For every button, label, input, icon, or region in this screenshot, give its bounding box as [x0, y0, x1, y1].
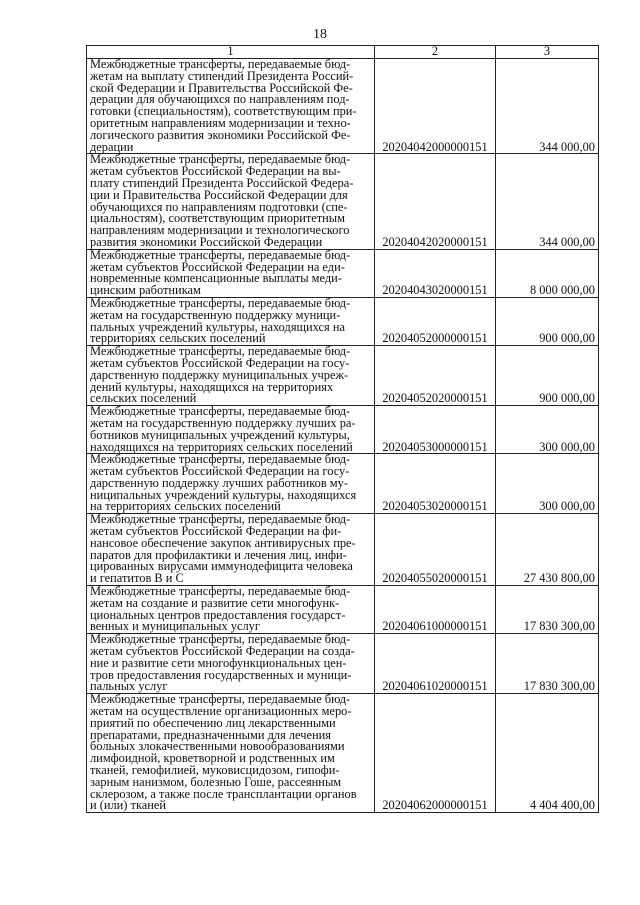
row-amount: 27 430 800,00	[496, 514, 599, 586]
table-row	[87, 634, 599, 694]
row-description	[87, 406, 375, 454]
description-line: Межбюджетные трансферты, передаваемые бюд-	[90, 295, 351, 310]
row-code: 20204053000000151	[375, 406, 496, 454]
row-code: 20204052000000151	[375, 297, 496, 345]
row-code: 20204053020000151	[375, 454, 496, 514]
description-line: пальных услуг	[90, 679, 168, 694]
row-code: 20204055020000151	[375, 514, 496, 586]
column-header-1: 1	[87, 46, 375, 59]
row-amount: 900 000,00	[496, 297, 599, 345]
description-line: препаратами, предназначенными для лечения	[90, 727, 331, 742]
description-line: венных и муниципальных услуг	[90, 619, 260, 634]
description-line: цинским работникам	[90, 283, 201, 298]
description-line: Межбюджетные трансферты, передаваемые бюд-	[90, 247, 351, 262]
description-line: дарственную поддержку лучших работников му-	[90, 475, 348, 490]
row-description	[87, 454, 375, 514]
description-line: территориях сельских поселений	[90, 331, 266, 346]
description-line: жетам субъектов Российской Федерации на созда-	[90, 644, 355, 659]
description-line: готовки (специальностям), соответствующим при-	[90, 104, 357, 119]
description-line: новременные компенсационные выплаты меди-	[90, 271, 342, 286]
row-code: 20204052020000151	[375, 346, 496, 406]
description-line: ние и развитие сети многофункциональных цен-	[90, 655, 347, 670]
table-body	[87, 59, 599, 813]
description-line: оритетным направлениям модернизации и техно-	[90, 115, 351, 130]
description-line: жетам субъектов Российской Федерации на госу-	[90, 464, 350, 479]
description-line: жетам субъектов Российской Федерации на вы-	[90, 164, 341, 179]
description-line: Межбюджетные трансферты, передаваемые бюд-	[90, 404, 351, 419]
description-line: направлениям модернизации и технологического	[90, 223, 350, 238]
description-line: на территориях сельских поселений	[90, 499, 281, 514]
row-amount: 344 000,00	[496, 59, 599, 154]
row-code: 20204042020000151	[375, 154, 496, 249]
row-amount: 344 000,00	[496, 154, 599, 249]
description-line: дерации	[90, 139, 134, 154]
row-description	[87, 297, 375, 345]
table-row	[87, 406, 599, 454]
table-row	[87, 154, 599, 249]
description-line: жетам субъектов Российской Федерации на еди-	[90, 259, 345, 274]
description-line: Межбюджетные трансферты, передаваемые бюд-	[90, 632, 351, 647]
row-description	[87, 514, 375, 586]
description-line: жетам на создание и развитие сети многофунк-	[90, 595, 340, 610]
table-row	[87, 249, 599, 297]
description-line: и гепатитов В и С	[90, 571, 184, 586]
description-line: паратов для профилактики и лечения лиц, инфи-	[90, 547, 347, 562]
row-code: 20204042000000151	[375, 59, 496, 154]
description-line: тров предоставления государственных и муници-	[90, 667, 352, 682]
description-line: жетам субъектов Российской Федерации на госу-	[90, 355, 350, 370]
description-line: жетам на выплату стипендий Президента Россий-	[90, 68, 354, 83]
description-line: ции и Правительства Российской Федерации для	[90, 187, 348, 202]
row-description	[87, 346, 375, 406]
description-line: ской Федерации и Правительства Российской Фе-	[90, 80, 353, 95]
row-amount: 300 000,00	[496, 454, 599, 514]
description-line: циональных центров предоставления государст-	[90, 607, 346, 622]
column-header-2: 2	[375, 46, 496, 59]
table-row	[87, 454, 599, 514]
row-amount: 17 830 300,00	[496, 634, 599, 694]
row-amount: 17 830 300,00	[496, 586, 599, 634]
description-line: Межбюджетные трансферты, передаваемые бюд-	[90, 344, 351, 359]
description-line: пальных учреждений культуры, находящихся на	[90, 319, 345, 334]
description-line: Межбюджетные трансферты, передаваемые бюд-	[90, 57, 351, 71]
row-code: 20204043020000151	[375, 249, 496, 297]
budget-table	[86, 45, 599, 813]
description-line: сельских поселений	[90, 391, 197, 406]
row-code: 20204062000000151	[375, 694, 496, 813]
description-line: тканей, гемофилией, муковисцидозом, гипофи-	[90, 763, 340, 778]
description-line: жетам субъектов Российской Федерации на фи-	[90, 524, 342, 539]
column-header-3: 3	[496, 46, 599, 59]
table-row	[87, 586, 599, 634]
table-row	[87, 514, 599, 586]
description-line: циальностям), соответствующим приоритетным	[90, 211, 345, 226]
description-line: дений культуры, находящихся на территориях	[90, 379, 334, 394]
description-line: зарным нанизмом, болезнью Гоше, рассеянным	[90, 774, 342, 789]
page-number: 18	[313, 27, 327, 42]
description-line: плату стипендий Президента Российской Федера-	[90, 175, 354, 190]
description-line: обучающихся по направлениям подготовки (спе-	[90, 199, 348, 214]
description-line: жетам на государственную поддержку лучших ра-	[90, 415, 356, 430]
description-line: Межбюджетные трансферты, передаваемые бюд-	[90, 452, 351, 467]
row-description	[87, 154, 375, 249]
table-row	[87, 346, 599, 406]
row-amount: 900 000,00	[496, 346, 599, 406]
table-row	[87, 297, 599, 345]
table-row	[87, 59, 599, 154]
description-line: склерозом, а также после трансплантации органов	[90, 786, 357, 801]
row-amount: 4 404 400,00	[496, 694, 599, 813]
row-description	[87, 249, 375, 297]
description-line: нансовое обеспечение закупок антивирусных пре-	[90, 535, 356, 550]
row-description	[87, 634, 375, 694]
row-code: 20204061000000151	[375, 586, 496, 634]
row-amount: 8 000 000,00	[496, 249, 599, 297]
description-line: логического развития экономики Российской Фе-	[90, 127, 351, 142]
description-line: больных злокачественными новообразованиями	[90, 739, 345, 754]
description-line: приятий по обеспечению лиц лекарственными	[90, 715, 336, 730]
row-description	[87, 694, 375, 813]
description-line: находящихся на территориях сельских поселений	[90, 439, 353, 454]
description-line: Межбюджетные трансферты, передаваемые бюд-	[90, 692, 351, 707]
row-code: 20204061020000151	[375, 634, 496, 694]
description-line: Межбюджетные трансферты, передаваемые бюд-	[90, 584, 351, 599]
row-amount: 300 000,00	[496, 406, 599, 454]
description-line: Межбюджетные трансферты, передаваемые бюд-	[90, 512, 351, 527]
description-line: дарственную поддержку муниципальных учреж-	[90, 367, 349, 382]
row-description	[87, 59, 375, 154]
description-line: ботников муниципальных учреждений культуры,	[90, 427, 350, 442]
description-line: лимфоидной, кроветворной и родственных им	[90, 751, 335, 766]
description-line: и (или) тканей	[90, 798, 167, 813]
row-description	[87, 586, 375, 634]
description-line: ниципальных учреждений культуры, находящихся	[90, 487, 357, 502]
description-line: дерации для обучающихся по направлениям под-	[90, 92, 350, 107]
description-line: цированных вирусами иммунодефицита человека	[90, 559, 353, 574]
description-line: жетам на осуществление организационных меро-	[90, 704, 352, 719]
table-row	[87, 694, 599, 813]
description-line: развития экономики Российской Федерации	[90, 234, 323, 249]
description-line: Межбюджетные трансферты, передаваемые бюд-	[90, 152, 351, 167]
description-line: жетам на государственную поддержку муници-	[90, 307, 341, 322]
